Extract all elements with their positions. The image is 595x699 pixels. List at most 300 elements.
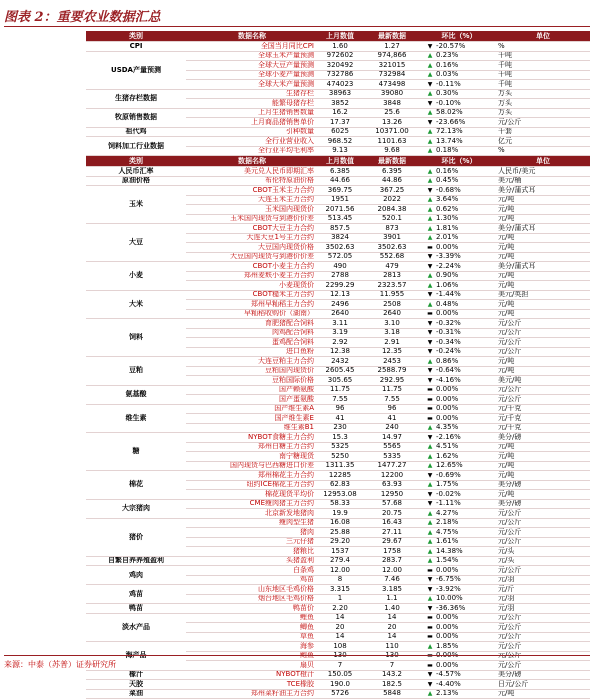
change-percent: 0.03% [436, 70, 459, 79]
change-percent: 0.48% [436, 299, 459, 308]
indicator-name: 郑州早籼稻主力合约 [186, 300, 318, 310]
category-cell: 祖代鸡 [86, 127, 186, 137]
change-percent: 1.61% [436, 537, 459, 546]
latest-value: 12950 [362, 490, 422, 500]
change-cell [422, 366, 496, 376]
arrow-down-icon: ▼ [427, 376, 433, 384]
change-percent: -1.11% [436, 499, 461, 508]
header-category: 类别 [86, 31, 186, 42]
unit-cell: 元/公斤 [496, 395, 590, 405]
table-row [86, 471, 590, 481]
header-latest: 最新数据 [362, 31, 422, 42]
latest-value: 2640 [362, 309, 422, 319]
previous-value: 3852 [318, 99, 362, 109]
unit-cell: 元/吨 [496, 357, 590, 367]
indicator-name: 鲤鱼 [186, 613, 318, 623]
unit-cell: 元/吨 [496, 205, 590, 215]
previous-value: 279.4 [318, 556, 362, 566]
unit-cell: 千吨 [496, 80, 590, 90]
flat-dash-icon: ▬ [427, 310, 433, 318]
indicator-name: 烟台地区毛鸡价格 [186, 594, 318, 604]
change-cell [422, 376, 496, 386]
source-note: 来源：中泰（苏普）证券研究所 [4, 660, 116, 669]
latest-value: 1101.63 [362, 137, 422, 147]
unit-cell: 千套 [496, 127, 590, 137]
latest-value: 57.68 [362, 499, 422, 509]
unit-cell: 元/公斤 [496, 509, 590, 519]
change-percent: 0.00% [436, 565, 459, 574]
table-row [86, 224, 590, 234]
arrow-up-icon: ▲ [427, 109, 433, 117]
unit-cell: 元/吨 [496, 195, 590, 205]
unit-cell: 元/公斤 [496, 632, 590, 642]
previous-value: 41 [318, 414, 362, 424]
change-percent: -0.34% [436, 337, 461, 346]
change-percent: -4.40% [436, 679, 461, 688]
previous-value: 474023 [318, 80, 362, 90]
indicator-name: TCE橡胶 [186, 680, 318, 690]
header-change: 环比（%） [422, 156, 496, 167]
category-cell: 菜油 [86, 689, 186, 699]
latest-value: 14 [362, 613, 422, 623]
unit-cell: 元/千克 [496, 423, 590, 433]
arrow-down-icon: ▼ [427, 604, 433, 612]
indicator-name: 国产赖氨酸 [186, 385, 318, 395]
arrow-down-icon: ▼ [427, 671, 433, 679]
latest-value: 96 [362, 404, 422, 414]
latest-value: 25.6 [362, 108, 422, 118]
unit-cell: 美分/蒲式耳 [496, 186, 590, 196]
previous-value: 12.00 [318, 566, 362, 576]
change-cell [422, 176, 496, 186]
change-percent: 0.00% [436, 622, 459, 631]
indicator-name: CBOT糙米主力合约 [186, 290, 318, 300]
indicator-name: 白条鸡 [186, 566, 318, 576]
previous-value: 38963 [318, 89, 362, 99]
change-cell [422, 537, 496, 547]
change-cell [422, 51, 496, 61]
unit-cell: 千吨 [496, 61, 590, 71]
unit-cell: 万头 [496, 99, 590, 109]
unit-cell: 元/吨 [496, 300, 590, 310]
previous-value: 58.33 [318, 499, 362, 509]
arrow-down-icon: ▼ [427, 338, 433, 346]
previous-value: 3.11 [318, 319, 362, 329]
indicator-name: 鸭苗价 [186, 604, 318, 614]
unit-cell: 元/公斤 [496, 518, 590, 528]
category-cell: 生猪存栏数据 [86, 89, 186, 108]
change-percent: 0.18% [436, 146, 459, 155]
category-cell: 饲料 [86, 319, 186, 357]
arrow-up-icon: ▲ [427, 147, 433, 155]
change-cell [422, 585, 496, 595]
latest-value: 2813 [362, 271, 422, 281]
change-percent: 0.00% [436, 660, 459, 669]
previous-value: 2432 [318, 357, 362, 367]
commodity-table [86, 156, 590, 699]
table-row [86, 108, 590, 118]
change-percent: 0.86% [436, 356, 459, 365]
change-cell [422, 127, 496, 137]
unit-cell: 元/公斤 [496, 661, 590, 671]
previous-value: 2640 [318, 309, 362, 319]
arrow-down-icon: ▼ [427, 99, 433, 107]
change-percent: 0.00% [436, 394, 459, 403]
previous-value: 5250 [318, 452, 362, 462]
arrow-up-icon: ▲ [427, 595, 433, 603]
latest-value: 12.35 [362, 347, 422, 357]
unit-cell: 元/吨 [496, 461, 590, 471]
latest-value: 14.97 [362, 433, 422, 443]
indicator-name: NYBOT食糖主力合约 [186, 433, 318, 443]
change-cell [422, 528, 496, 538]
arrow-up-icon: ▲ [427, 215, 433, 223]
previous-value: 1.60 [318, 42, 362, 52]
previous-value: 14 [318, 613, 362, 623]
category-cell: 鸡肉 [86, 566, 186, 585]
arrow-up-icon: ▲ [427, 167, 433, 175]
previous-value: 968.52 [318, 137, 362, 147]
unit-cell: 元/吨 [496, 452, 590, 462]
indicator-name: 纽约ICE棉花主力合约 [186, 480, 318, 490]
change-cell [422, 404, 496, 414]
category-cell: 橡汁 [86, 670, 186, 680]
change-cell [422, 547, 496, 557]
change-cell [422, 186, 496, 196]
latest-value: 3502.63 [362, 243, 422, 253]
header-prev: 上月数值 [318, 31, 362, 42]
table-row [86, 137, 590, 147]
table-row [86, 613, 590, 623]
change-cell [422, 661, 496, 671]
arrow-up-icon: ▲ [427, 519, 433, 527]
change-percent: 14.38% [436, 546, 463, 555]
previous-value: 12.13 [318, 290, 362, 300]
unit-cell: 元/吨 [496, 214, 590, 224]
header-name: 数据名称 [186, 31, 318, 42]
table-row [86, 642, 590, 652]
unit-cell: 万头 [496, 89, 590, 99]
indicator-name: 上月商品猪销售单价 [186, 118, 318, 128]
latest-value: 3848 [362, 99, 422, 109]
table-row [86, 42, 590, 52]
change-cell [422, 319, 496, 329]
unit-cell: 亿元 [496, 137, 590, 147]
latest-value: 20.75 [362, 509, 422, 519]
change-cell [422, 556, 496, 566]
previous-value: 513.45 [318, 214, 362, 224]
indicator-name: 扇贝 [186, 661, 318, 671]
indicator-name: 大连玉米主力合约 [186, 195, 318, 205]
arrow-down-icon: ▼ [427, 80, 433, 88]
change-percent: -0.31% [436, 328, 461, 337]
arrow-down-icon: ▼ [427, 433, 433, 441]
change-percent: 1.75% [436, 480, 459, 489]
change-cell [422, 167, 496, 177]
change-percent: 0.16% [436, 166, 459, 175]
latest-value: 7 [362, 661, 422, 671]
indicator-name: 豆粕国际价格 [186, 376, 318, 386]
change-cell [422, 108, 496, 118]
category-cell: 原油价格 [86, 176, 186, 186]
previous-value: 857.5 [318, 224, 362, 234]
unit-cell: 元/吨 [496, 252, 590, 262]
change-cell [422, 632, 496, 642]
change-cell [422, 290, 496, 300]
category-cell: 糖 [86, 433, 186, 471]
flat-dash-icon: ▬ [427, 414, 433, 422]
arrow-up-icon: ▲ [427, 509, 433, 517]
indicator-name: 三元仔猪 [186, 537, 318, 547]
unit-cell: 美元/吨 [496, 376, 590, 386]
category-cell: 氨基酸 [86, 385, 186, 404]
unit-cell: 元/羽 [496, 575, 590, 585]
unit-cell: % [496, 42, 590, 52]
indicator-name: CBOT小麦主力合约 [186, 262, 318, 272]
latest-value: 63.93 [362, 480, 422, 490]
previous-value: 108 [318, 642, 362, 652]
unit-cell: 美分/磅 [496, 480, 590, 490]
latest-value: 14 [362, 632, 422, 642]
change-percent: 2.13% [436, 689, 459, 698]
indicator-name: 生猪存栏 [186, 89, 318, 99]
change-percent: 1.85% [436, 641, 459, 650]
previous-value: 7 [318, 661, 362, 671]
unit-cell: 元/吨 [496, 490, 590, 500]
change-cell [422, 224, 496, 234]
macro-table-header [86, 31, 590, 42]
indicator-name: 山东地区毛鸡价格 [186, 585, 318, 595]
previous-value: 305.65 [318, 376, 362, 386]
change-cell [422, 452, 496, 462]
table-row [86, 556, 590, 566]
change-percent: 2.01% [436, 233, 459, 242]
unit-cell: 元/吨 [496, 309, 590, 319]
latest-value: 367.25 [362, 186, 422, 196]
latest-value: 873 [362, 224, 422, 234]
category-cell: 豆粕 [86, 357, 186, 386]
change-percent: 1.06% [436, 280, 459, 289]
category-cell: 小麦 [86, 262, 186, 291]
unit-cell: 元/吨 [496, 442, 590, 452]
latest-value: 7.55 [362, 395, 422, 405]
previous-value: 9.13 [318, 146, 362, 156]
unit-cell: 元/公斤 [496, 347, 590, 357]
flat-dash-icon: ▬ [427, 243, 433, 251]
indicator-name: 北京新发地猪肉 [186, 509, 318, 519]
category-cell: 鸡苗 [86, 585, 186, 604]
previous-value: 572.05 [318, 252, 362, 262]
previous-value: 5726 [318, 689, 362, 699]
arrow-up-icon: ▲ [427, 690, 433, 698]
change-percent: -0.11% [436, 79, 461, 88]
change-percent: 12.65% [436, 461, 463, 470]
category-cell: 猪价 [86, 518, 186, 556]
previous-value: 2788 [318, 271, 362, 281]
indicator-name: 猪粮比 [186, 547, 318, 557]
previous-value: 1537 [318, 547, 362, 557]
change-cell [422, 414, 496, 424]
change-percent: -0.24% [436, 347, 461, 356]
indicator-name: CBOT玉米主力合约 [186, 186, 318, 196]
change-cell [422, 395, 496, 405]
flat-dash-icon: ▬ [427, 614, 433, 622]
previous-value: 6.385 [318, 167, 362, 177]
latest-value: 44.86 [362, 176, 422, 186]
unit-cell: 元/吨 [496, 366, 590, 376]
indicator-name: CBOT大豆主力合约 [186, 224, 318, 234]
change-percent: -0.64% [436, 366, 461, 375]
previous-value: 2071.56 [318, 205, 362, 215]
table-row [86, 89, 590, 99]
change-cell [422, 281, 496, 291]
category-cell: 人民币汇率 [86, 167, 186, 177]
change-percent: 72.13% [436, 127, 463, 136]
indicator-name: 全行业平均毛利率 [186, 146, 318, 156]
unit-cell: 元/公斤 [496, 328, 590, 338]
unit-cell: 美分/磅 [496, 499, 590, 509]
latest-value: 12.00 [362, 566, 422, 576]
latest-value: 2084.38 [362, 205, 422, 215]
arrow-down-icon: ▼ [427, 348, 433, 356]
change-cell [422, 604, 496, 614]
previous-value: 12.38 [318, 347, 362, 357]
category-cell: 自繁自养养殖盈利 [86, 556, 186, 566]
latest-value: 1477.27 [362, 461, 422, 471]
change-cell [422, 480, 496, 490]
previous-value: 2.20 [318, 604, 362, 614]
latest-value: 1758 [362, 547, 422, 557]
change-percent: 1.62% [436, 451, 459, 460]
unit-cell: 美元/桶 [496, 176, 590, 186]
arrow-up-icon: ▲ [427, 52, 433, 60]
previous-value: 62.83 [318, 480, 362, 490]
change-cell [422, 490, 496, 500]
indicator-name: 全国当月同比CPI [186, 42, 318, 52]
flat-dash-icon: ▬ [427, 395, 433, 403]
arrow-down-icon: ▼ [427, 471, 433, 479]
arrow-up-icon: ▲ [427, 557, 433, 565]
arrow-up-icon: ▲ [427, 443, 433, 451]
change-cell [422, 262, 496, 272]
arrow-up-icon: ▲ [427, 538, 433, 546]
change-percent: -4.57% [436, 670, 461, 679]
unit-cell: 元/公斤 [496, 528, 590, 538]
change-percent: -3.92% [436, 584, 461, 593]
indicator-name: 玉米国内现货与到港价价差 [186, 214, 318, 224]
table-row [86, 585, 590, 595]
table-row [86, 385, 590, 395]
indicator-name: 进口鱼粉 [186, 347, 318, 357]
change-cell [422, 461, 496, 471]
change-percent: 1.30% [436, 214, 459, 223]
change-percent: 0.90% [436, 271, 459, 280]
indicator-name: 大豆国内现货价格 [186, 243, 318, 253]
change-percent: -2.16% [436, 432, 461, 441]
header-change: 环比（%） [422, 31, 496, 42]
unit-cell: 元/千克 [496, 404, 590, 414]
category-cell: 饲料加工行业数据 [86, 137, 186, 156]
flat-dash-icon: ▬ [427, 633, 433, 641]
latest-value: 13.26 [362, 118, 422, 128]
category-cell: 大宗猪肉 [86, 499, 186, 518]
change-cell [422, 99, 496, 109]
previous-value: 2496 [318, 300, 362, 310]
arrow-up-icon: ▲ [427, 300, 433, 308]
latest-value: 552.68 [362, 252, 422, 262]
unit-cell: 美分/蒲式耳 [496, 262, 590, 272]
change-percent: -3.39% [436, 252, 461, 261]
previous-value: 230 [318, 423, 362, 433]
latest-value: 2.91 [362, 338, 422, 348]
latest-value: 27.11 [362, 528, 422, 538]
change-percent: 0.23% [436, 51, 459, 60]
arrow-down-icon: ▼ [427, 576, 433, 584]
latest-value: 2508 [362, 300, 422, 310]
unit-cell: 元/吨 [496, 281, 590, 291]
table-row [86, 127, 590, 137]
previous-value: 369.75 [318, 186, 362, 196]
arrow-up-icon: ▲ [427, 234, 433, 242]
latest-value: 41 [362, 414, 422, 424]
arrow-down-icon: ▼ [427, 585, 433, 593]
change-cell [422, 89, 496, 99]
unit-cell: 千吨 [496, 51, 590, 61]
change-cell [422, 328, 496, 338]
change-percent: 1.81% [436, 223, 459, 232]
previous-value: 16.2 [318, 108, 362, 118]
arrow-up-icon: ▲ [427, 281, 433, 289]
arrow-up-icon: ▲ [427, 272, 433, 280]
indicator-name: 全球玉米产量预测 [186, 51, 318, 61]
indicator-name: 大连大豆1号主力合约 [186, 233, 318, 243]
arrow-down-icon: ▼ [427, 42, 433, 50]
flat-dash-icon: ▬ [427, 623, 433, 631]
change-cell [422, 137, 496, 147]
latest-value: 974,866 [362, 51, 422, 61]
unit-cell: 元/头 [496, 547, 590, 557]
table-row [86, 689, 590, 699]
change-cell [422, 357, 496, 367]
change-cell [422, 205, 496, 215]
latest-value: 3.185 [362, 585, 422, 595]
previous-value: 732786 [318, 70, 362, 80]
arrow-up-icon: ▲ [427, 71, 433, 79]
indicator-name: CME瘦肉猪主力合约 [186, 499, 318, 509]
unit-cell: 元/吨 [496, 471, 590, 481]
table-row [86, 176, 590, 186]
previous-value: 96 [318, 404, 362, 414]
indicator-name: 上月生猪销售数量 [186, 108, 318, 118]
indicator-name: 全球大米产量预测 [186, 80, 318, 90]
latest-value: 143.2 [362, 670, 422, 680]
indicator-name: 鸡苗 [186, 575, 318, 585]
previous-value: 12953.08 [318, 490, 362, 500]
latest-value: 12200 [362, 471, 422, 481]
indicator-name: 早籼稻收购价（湖南） [186, 309, 318, 319]
change-cell [422, 195, 496, 205]
change-cell [422, 566, 496, 576]
change-cell [422, 442, 496, 452]
unit-cell: 元/羽 [496, 604, 590, 614]
previous-value: 2.92 [318, 338, 362, 348]
table-row [86, 604, 590, 614]
previous-value: 1951 [318, 195, 362, 205]
indicator-name: 美元兑人民币即期汇率 [186, 167, 318, 177]
latest-value: 479 [362, 262, 422, 272]
latest-value: 473498 [362, 80, 422, 90]
latest-value: 110 [362, 642, 422, 652]
